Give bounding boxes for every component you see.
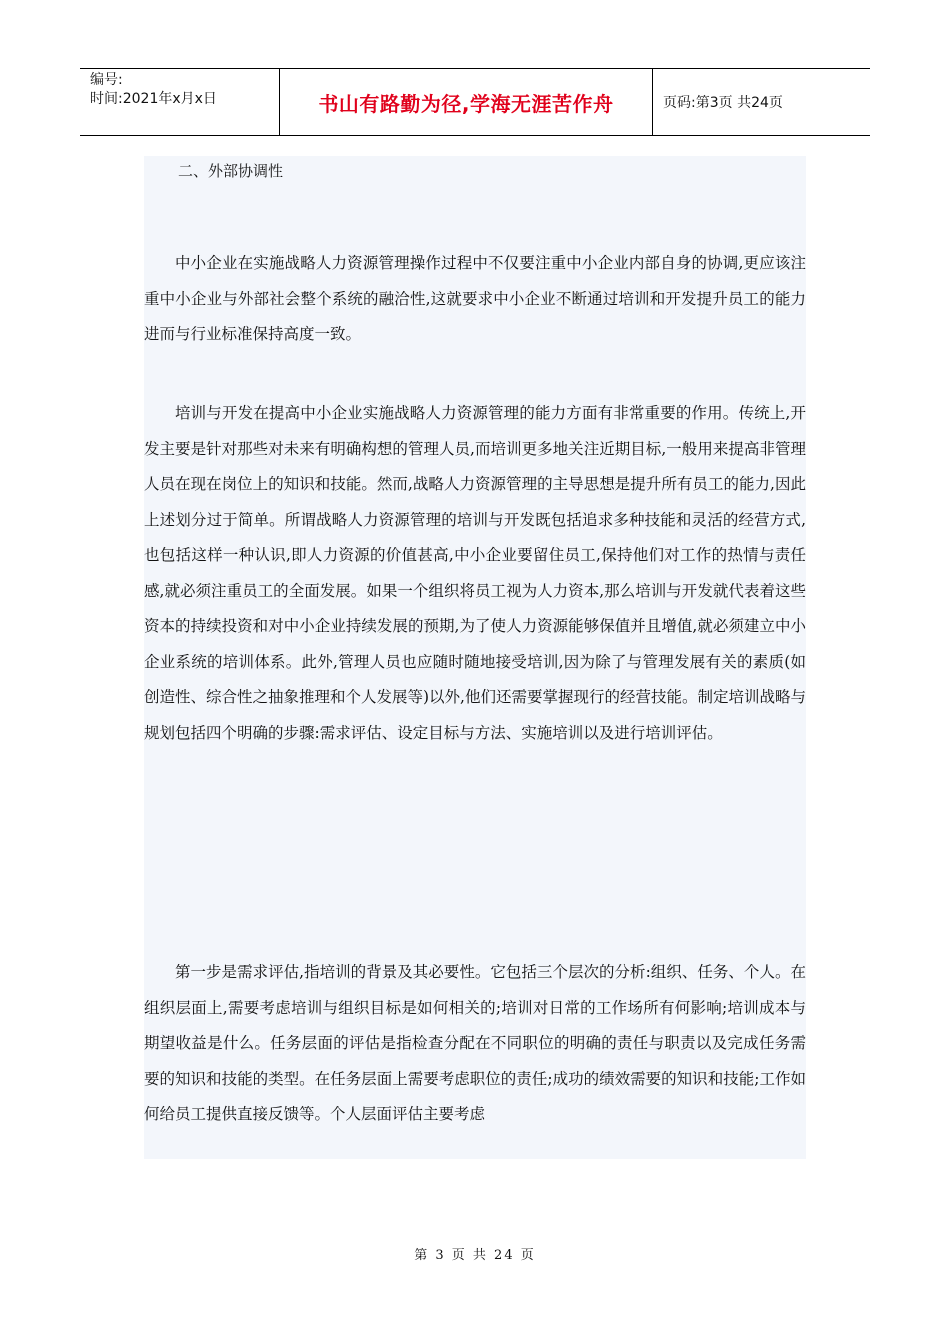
header-motto: 书山有路勤为径,学海无涯苦作舟 bbox=[280, 69, 653, 135]
paragraph: 培训与开发在提高中小企业实施战略人力资源管理的能力方面有非常重要的作用。传统上,开发主要是针对那些对未来有明确构想的管理人员,而培训更多地关注近期目标,一般用来提高非管理人员在现在岗位上的知识和技能。然而,战略人力资源管理的主导思想是提升所有员工的能力,因此上述划分过于简单。所谓战略人力资源管理的培训与开发既包括追求多种技能和灵活的经营方式,也包括这样一种认识,即人力资源的价值甚高,中小企业要留住员工,保持他们对工作的热情与责任感,就必须注重员工的全面发展。如果一个组织将员工视为人力资本,那么培训与开发就代表着这些资本的持续投资和对中小企业持续发展的预期,为了使人力资源能够保值并且增值,就必须建立中小企业系统的培训体系。此外,管理人员也应随时随地接受培训,因为除了与管理发展有关的素质(如创造性、综合性之抽象推理和个人发展等)以外,他们还需要掌握现行的经营技能。制定培训战略与规划包括四个明确的步骤:需求评估、设定目标与方法、实施培训以及进行培训评估。 bbox=[144, 404, 806, 742]
paragraph: 中小企业在实施战略人力资源管理操作过程中不仅要注重中小企业内部自身的协调,更应该注重中小企业与外部社会整个系统的融洽性,这就要求中小企业不断通过培训和开发提升员工的能力进而与行业标准保持高度一致。 bbox=[144, 254, 806, 343]
number-label: 编号: bbox=[90, 72, 123, 88]
paragraph: 第一步是需求评估,指培训的背景及其必要性。它包括三个层次的分析:组织、任务、个人。在组织层面上,需要考虑培训与组织目标是如何相关的;培训对日常的工作场所有何影响;培训成本与期望收益是什么。任务层面的评估是指检查分配在不同职位的明确的责任与职责以及完成任务需要的知识和技能的类型。在任务层面上需要考虑职位的责任;成功的绩效需要的知识和技能;工作如何给员工提供直接反馈等。个人层面评估主要考虑 bbox=[144, 963, 806, 1123]
header-meta bbox=[80, 69, 280, 135]
document-header bbox=[80, 68, 870, 136]
time-label: 时间:2021年x月x日 bbox=[90, 91, 217, 107]
document-body bbox=[144, 156, 806, 1159]
header-page-info: 页码:第3页 共24页 bbox=[663, 95, 783, 111]
section-title: 二、外部协调性 bbox=[178, 162, 284, 180]
page-footer: 第 3 页 共 24 页 bbox=[414, 1248, 536, 1263]
